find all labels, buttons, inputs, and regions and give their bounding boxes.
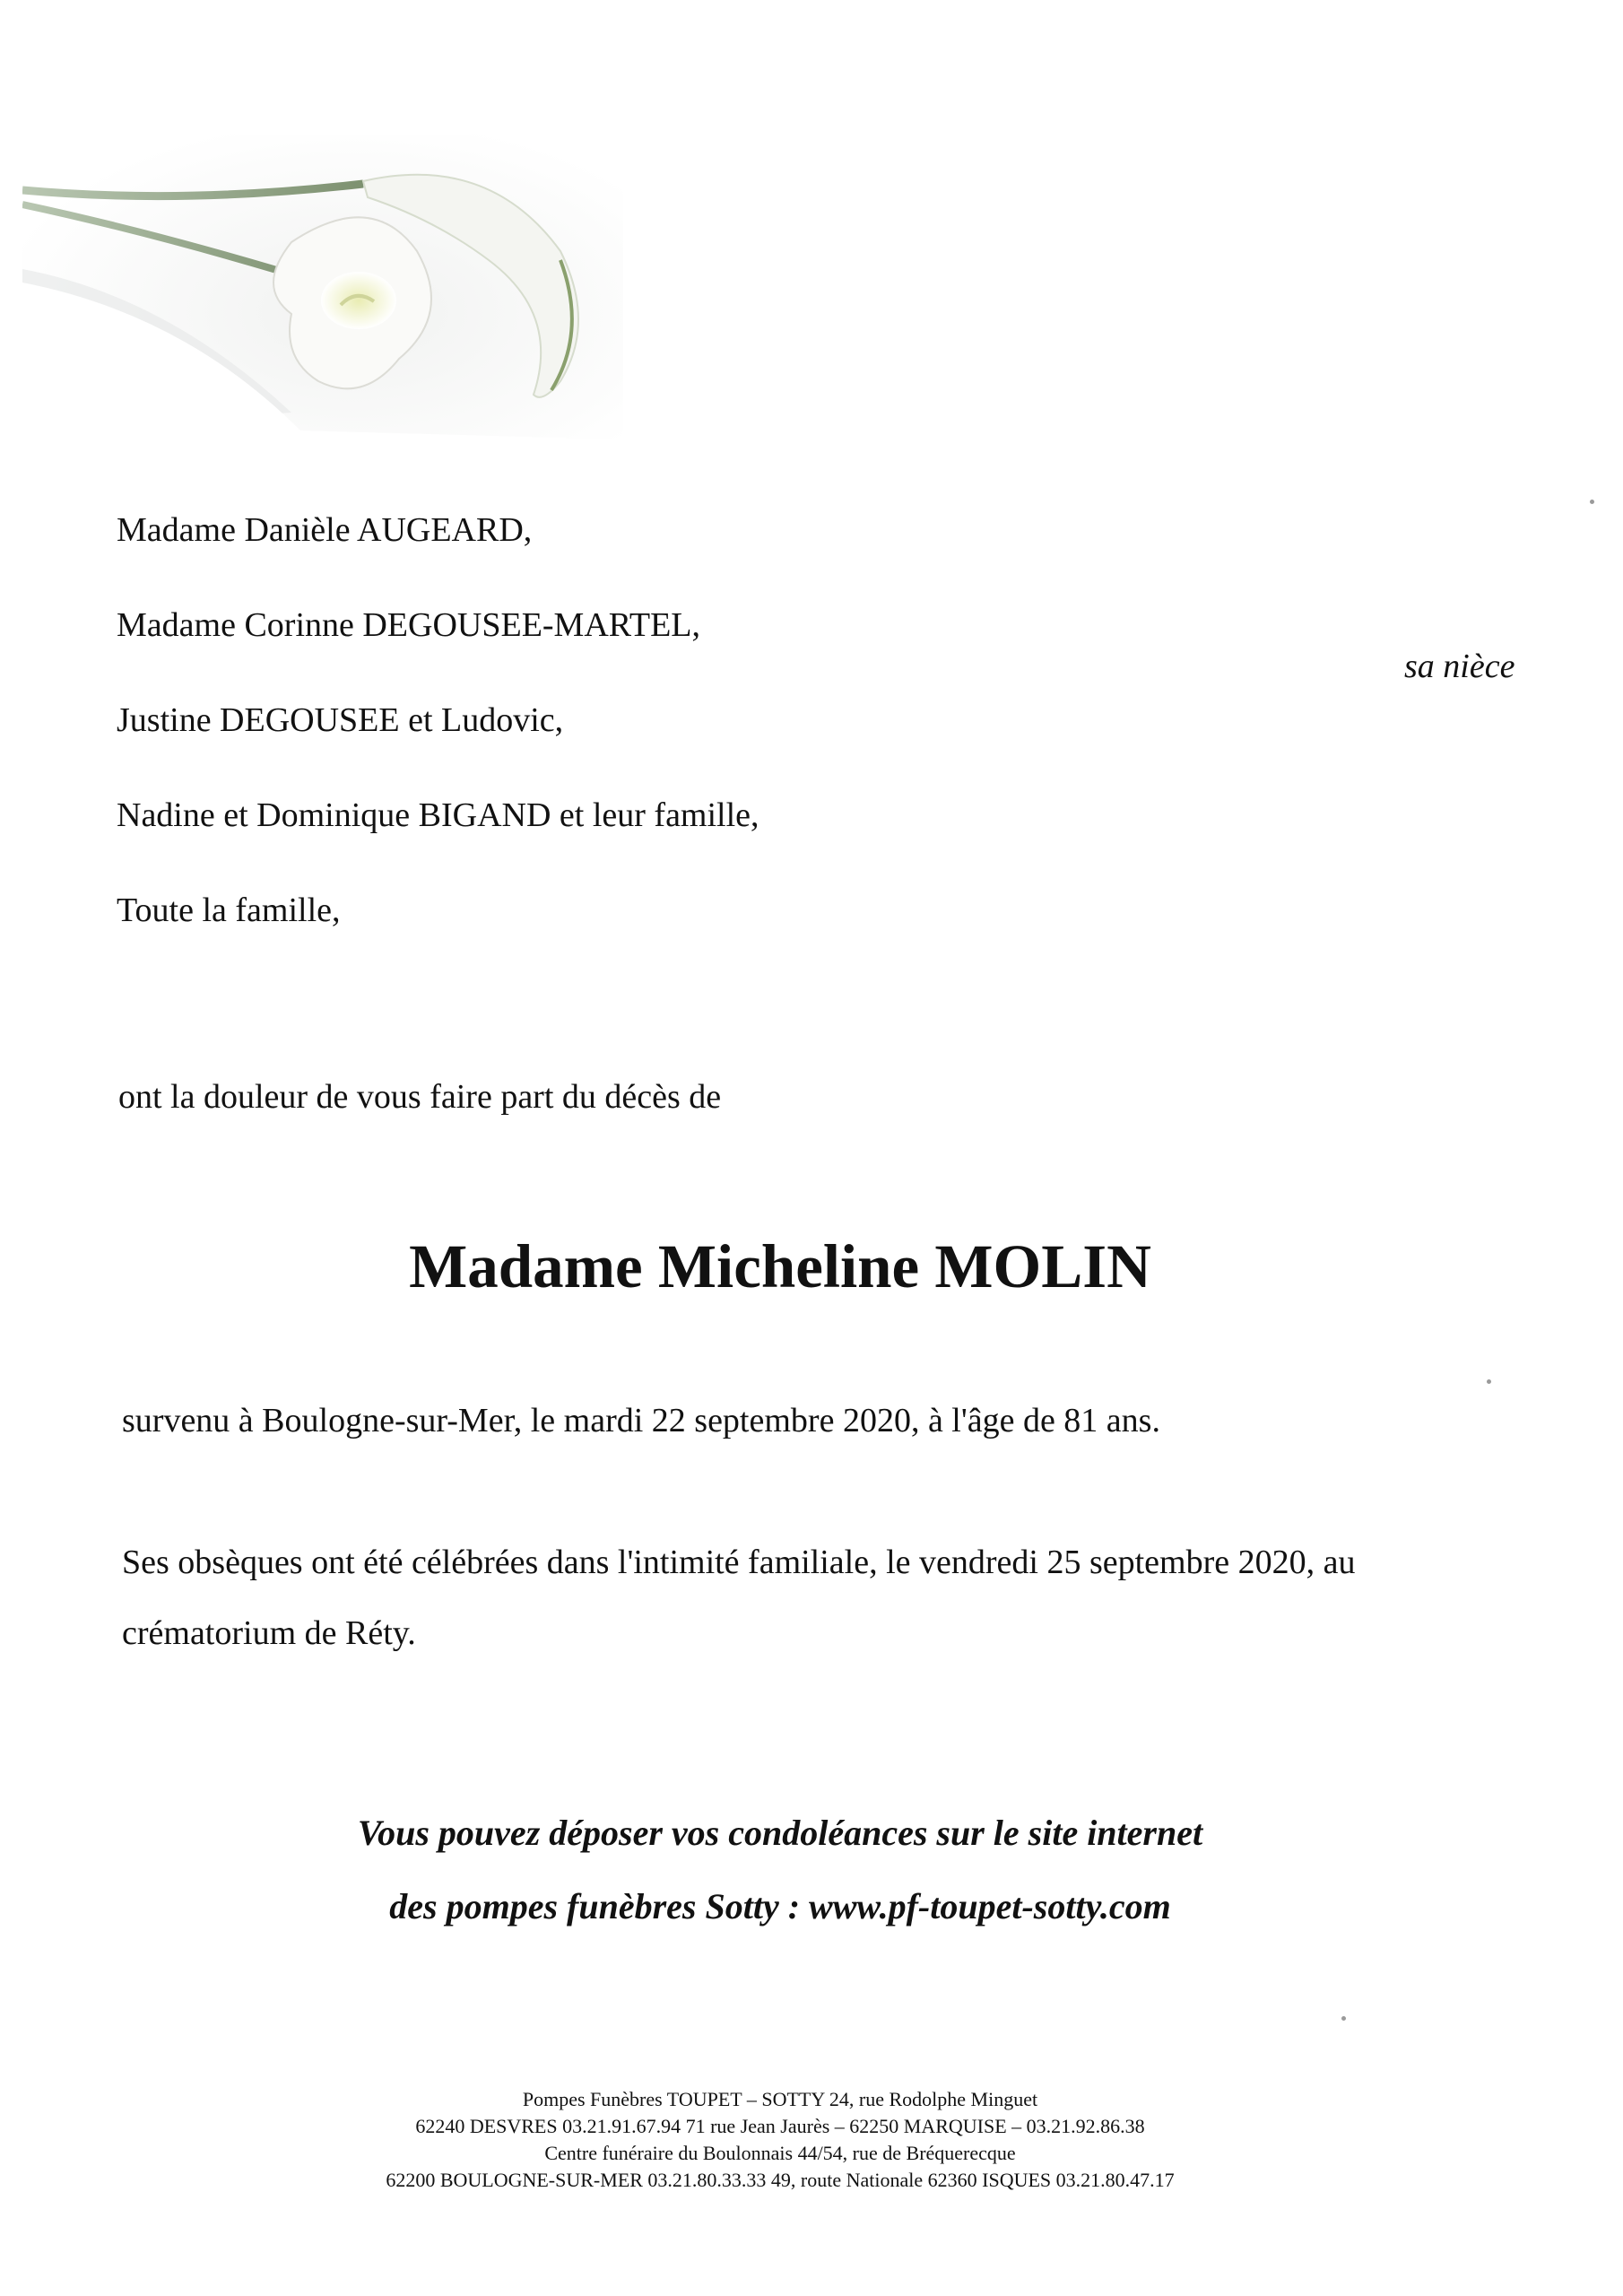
footer-line-4: 62200 BOULOGNE-SUR-MER 03.21.80.33.33 49, route Nationale 62360 ISQUES 03.21.80.47.17 xyxy=(386,2169,1175,2191)
family-member-2: Madame Corinne DEGOUSEE-MARTEL, xyxy=(117,606,700,644)
family-member-3: Justine DEGOUSEE et Ludovic, xyxy=(117,701,564,739)
scan-speck xyxy=(1487,1379,1491,1384)
footer-line-3: Centre funéraire du Boulonnais 44/54, rue de Bréquerecque xyxy=(544,2142,1016,2164)
footer-line-2: 62240 DESVRES 03.21.91.67.94 71 rue Jean Jaurès – 62250 MARQUISE – 03.21.92.86.38 xyxy=(415,2115,1145,2137)
announcement-text: ont la douleur de vous faire part du décès de xyxy=(118,1078,722,1116)
relation-note: sa nièce xyxy=(1404,648,1515,685)
scan-speck xyxy=(1341,2016,1346,2021)
family-member-5: Toute la famille, xyxy=(117,891,341,929)
footer-line-1: Pompes Funèbres TOUPET – SOTTY 24, rue Rodolphe Minguet xyxy=(522,2088,1038,2110)
funeral-line-2: crématorium de Réty. xyxy=(122,1614,416,1652)
funeral-line-1: Ses obsèques ont été célébrées dans l'intimité familiale, le vendredi 25 septembre 2020, au xyxy=(122,1544,1356,1581)
death-info: survenu à Boulogne-sur-Mer, le mardi 22 septembre 2020, à l'âge de 81 ans. xyxy=(122,1402,1160,1439)
family-member-4: Nadine et Dominique BIGAND et leur famille, xyxy=(117,796,759,834)
deceased-name: Madame Micheline MOLIN xyxy=(409,1232,1151,1300)
condolences-line-1: Vous pouvez déposer vos condoléances sur le site internet xyxy=(357,1813,1203,1853)
calla-lily-image xyxy=(22,135,623,457)
family-member-1: Madame Danièle AUGEARD, xyxy=(117,511,533,549)
condolences-line-2: des pompes funèbres Sotty : www.pf-toupet-sotty.com xyxy=(389,1886,1171,1926)
scan-speck xyxy=(1590,500,1594,504)
